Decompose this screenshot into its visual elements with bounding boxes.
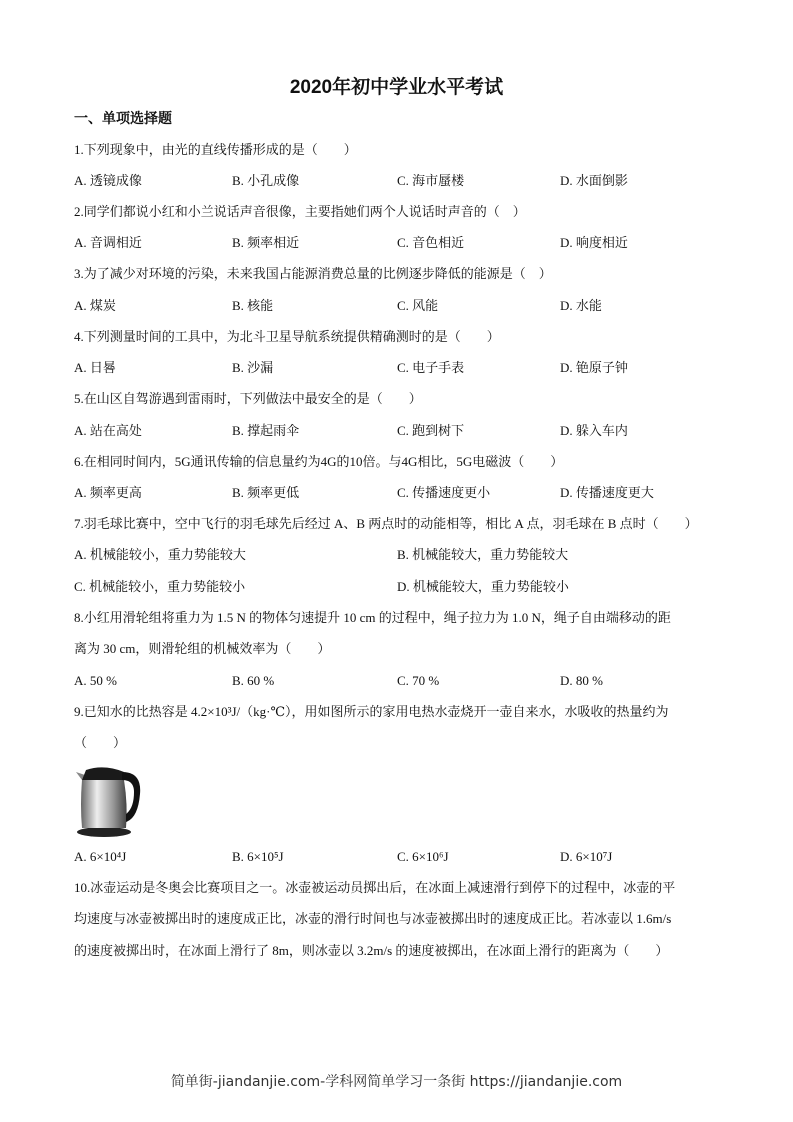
option: A. 6×10⁴J: [74, 849, 127, 864]
option: C. 音色相近: [397, 235, 465, 250]
option: B. 6×10⁵J: [232, 849, 284, 864]
question-6-stem: 6.在相同时间内，5G通讯传输的信息量约为4G的10倍。与4G相比，5G电磁波（ ）: [74, 454, 564, 469]
question-4-stem: 4.下列测量时间的工具中，为北斗卫星导航系统提供精确测时的是（ ）: [74, 329, 500, 344]
option: D. 传播速度更大: [560, 485, 654, 500]
option: A. 站在高处: [74, 423, 142, 438]
option: C. 机械能较小，重力势能较小: [74, 579, 246, 594]
footer-watermark: 简单街-jiandanjie.com-学科网简单学习一条街 https://jiandanjie.com: [170, 1074, 623, 1090]
question-8-stem-cont: 离为 30 cm，则滑轮组的机械效率为（ ）: [74, 641, 331, 656]
electric-kettle-image: [74, 760, 144, 840]
option: C. 风能: [397, 298, 439, 313]
option: B. 沙漏: [232, 360, 274, 375]
option: A. 煤炭: [74, 298, 116, 313]
option: D. 铯原子钟: [560, 360, 628, 375]
option: C. 传播速度更小: [397, 485, 491, 500]
question-2-stem: 2.同学们都说小红和小兰说话声音很像，主要指她们两个人说话时声音的（ ）: [74, 204, 526, 219]
option: B. 小孔成像: [232, 173, 300, 188]
question-8-stem: 8.小红用滑轮组将重力为 1.5 N 的物体匀速提升 10 cm 的过程中，绳子拉力为 1.0 N，绳子自由端移动的距: [74, 610, 671, 625]
option: C. 6×10⁶J: [397, 849, 449, 864]
option: C. 电子手表: [397, 360, 465, 375]
option: D. 响度相近: [560, 235, 628, 250]
option: A. 音调相近: [74, 235, 142, 250]
option: D. 6×10⁷J: [560, 849, 613, 864]
option: D. 躲入车内: [560, 423, 628, 438]
option: B. 频率相近: [232, 235, 300, 250]
question-9-stem: 9.已知水的比热容是 4.2×10³J/（kg·℃），用如图所示的家用电热水壶烧开一壶自来水，水吸收的热量约为: [74, 704, 669, 719]
option: C. 70 %: [397, 673, 440, 688]
section-heading: 一、单项选择题: [74, 110, 172, 126]
option: B. 撑起雨伞: [232, 423, 300, 438]
question-5-stem: 5.在山区自驾游遇到雷雨时，下列做法中最安全的是（ ）: [74, 391, 422, 406]
option: A. 透镜成像: [74, 173, 142, 188]
option: A. 日晷: [74, 360, 116, 375]
question-3-stem: 3.为了减少对环境的污染，未来我国占能源消费总量的比例逐步降低的能源是（ ）: [74, 266, 552, 281]
question-10-stem-cont: 均速度与冰壶被掷出时的速度成正比，冰壶的滑行时间也与冰壶被掷出时的速度成正比。若冰壶以 1.6m/s: [74, 911, 672, 926]
option: D. 水面倒影: [560, 173, 628, 188]
option: B. 60 %: [232, 673, 275, 688]
option: B. 核能: [232, 298, 274, 313]
option: C. 跑到树下: [397, 423, 465, 438]
option: B. 机械能较大，重力势能较大: [397, 547, 569, 562]
question-9-stem-cont: （ ）: [74, 735, 127, 750]
question-7-stem: 7.羽毛球比赛中，空中飞行的羽毛球先后经过 A、B 两点时的动能相等，相比 A 点，羽毛球在 B 点时（ ）: [74, 516, 698, 531]
option: A. 50 %: [74, 673, 117, 688]
question-10-stem: 10.冰壶运动是冬奥会比赛项目之一。冰壶被运动员掷出后，在冰面上减速滑行到停下的过程中，冰壶的平: [74, 880, 676, 895]
question-1-stem: 1.下列现象中，由光的直线传播形成的是（ ）: [74, 142, 357, 157]
question-10-stem-cont: 的速度被掷出时，在冰面上滑行了 8m，则冰壶以 3.2m/s 的速度被掷出，在冰面上滑行的距离为（ ）: [74, 943, 669, 958]
option: A. 机械能较小，重力势能较大: [74, 547, 246, 562]
option: D. 80 %: [560, 673, 603, 688]
option: C. 海市蜃楼: [397, 173, 465, 188]
option: A. 频率更高: [74, 485, 142, 500]
option: D. 机械能较大，重力势能较小: [397, 579, 569, 594]
option: D. 水能: [560, 298, 602, 313]
page-title: 2020年初中学业水平考试: [289, 77, 504, 98]
option: B. 频率更低: [232, 485, 300, 500]
